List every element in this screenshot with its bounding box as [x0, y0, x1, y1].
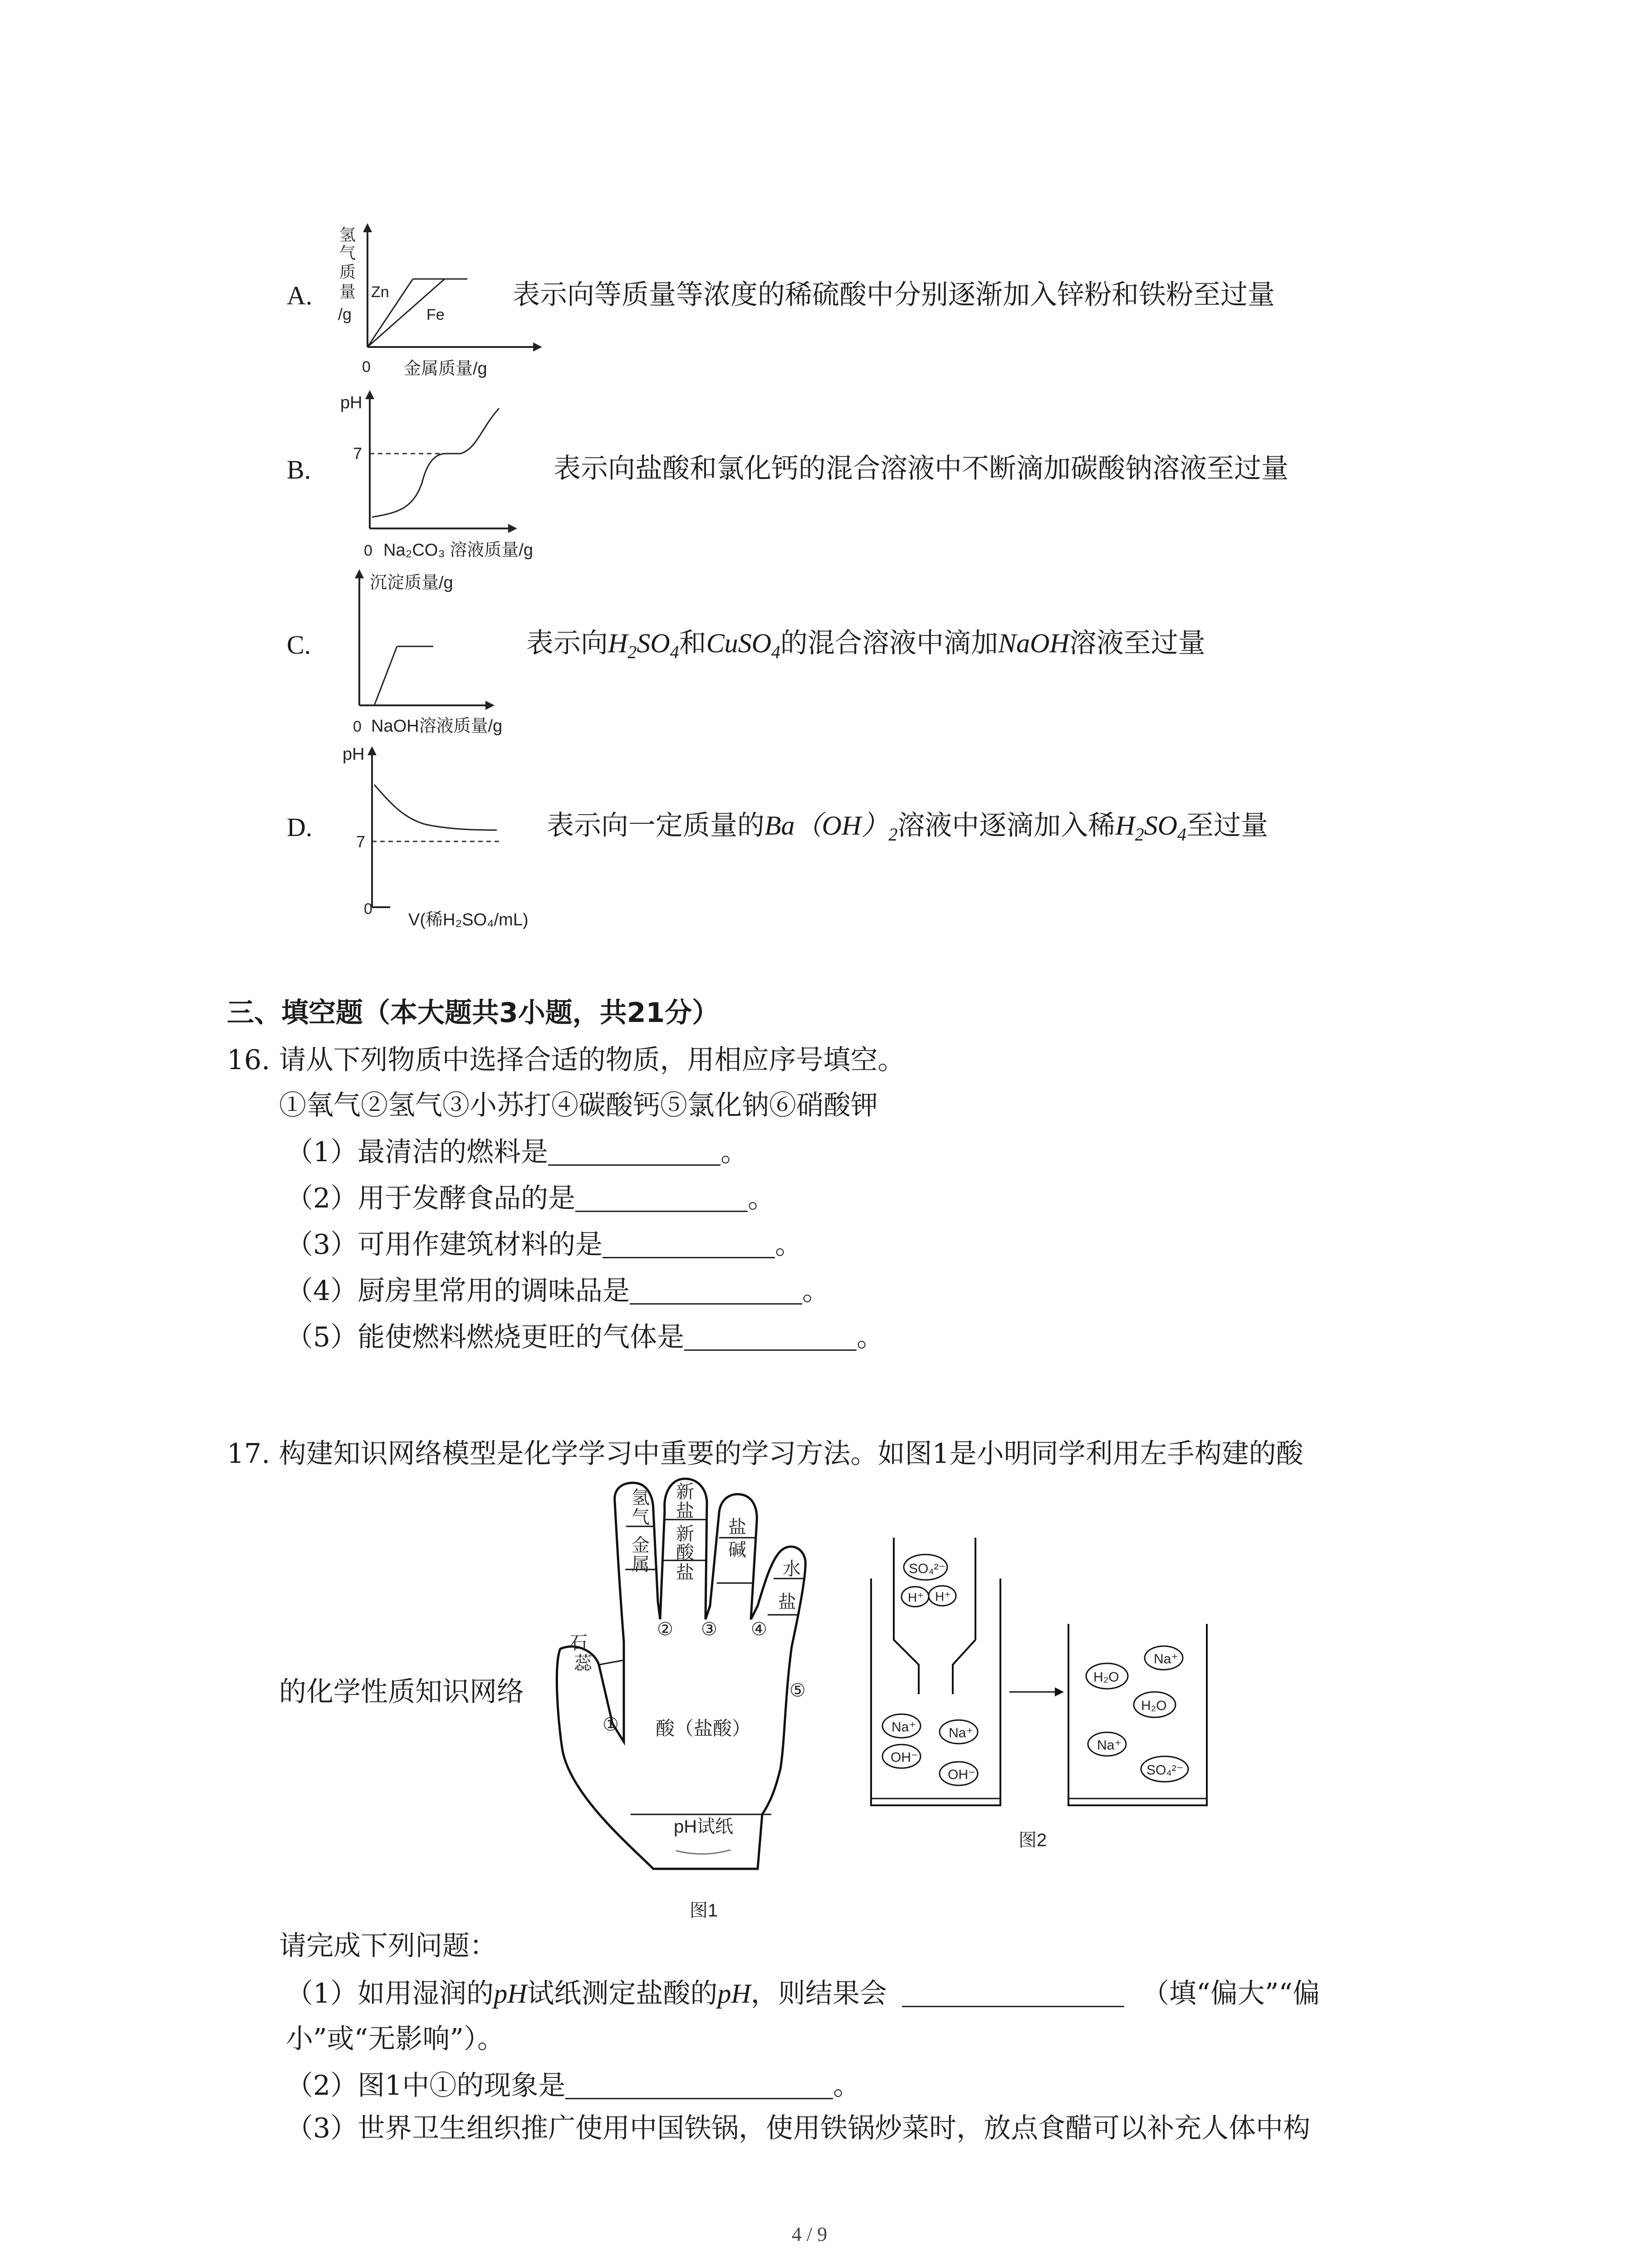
q16-blank-3[interactable]: [603, 1233, 775, 1258]
hand-thumb-a: 石: [569, 1633, 588, 1653]
graph-d-ylabel: pH: [343, 745, 365, 764]
ion-top-h1: [901, 1587, 929, 1607]
graph-d-tick: 7: [356, 832, 366, 851]
option-d-text: 表示向一定质量的$Ba(OH)_2$溶液中逐滴加入稀$H_2SO_4$至过量: [547, 810, 1268, 845]
option-d-label: D.: [287, 812, 313, 842]
hand-thumb-b: 蕊: [574, 1653, 592, 1673]
q17-q2: （2）图1中①的现象是 。: [286, 2070, 861, 2102]
svg-text:H⁺: H⁺: [935, 1589, 951, 1603]
svg-text:H₂O: H₂O: [1093, 1670, 1119, 1685]
hand-f3a: 盐: [728, 1517, 746, 1537]
q16-stem: 16. 请从下列物质中选择合适的物质，用相应序号填空。: [227, 1044, 905, 1076]
hand-palm: 酸（盐酸）: [656, 1718, 751, 1739]
ion-left-na2: [940, 1720, 978, 1744]
hand-f1d: 属: [632, 1554, 650, 1574]
graph-b-xlabel: Na₂CO₃ 溶液质量/g: [383, 541, 534, 560]
graph-d: [336, 739, 572, 939]
option-a-label: A.: [287, 281, 313, 310]
hand-f1a: 氢: [632, 1488, 650, 1508]
graph-a-ylabel-4: /g: [338, 305, 352, 323]
hand-f1b: 气: [632, 1507, 650, 1527]
svg-text:SO₄²⁻: SO₄²⁻: [909, 1561, 946, 1576]
q16-blank-2[interactable]: [575, 1187, 748, 1212]
ion-left-na1: [882, 1714, 921, 1738]
q16-blank-4[interactable]: [630, 1280, 802, 1305]
figure-1-hand: [544, 1470, 862, 1946]
svg-text:SO₄²⁻: SO₄²⁻: [1146, 1763, 1184, 1778]
q16-item-5: （5）能使燃料燃烧更旺的气体是 。: [286, 1321, 884, 1353]
graph-b: [336, 386, 572, 567]
option-c-text: 表示向$H_2SO_4$和CuSO$_4$的混合溶液中滴加NaOH溶液至过量: [526, 627, 1205, 662]
graph-a-xlabel: 金属质量/g: [404, 359, 487, 378]
ion-right-na2: [1088, 1732, 1126, 1756]
hand-n3: ③: [701, 1619, 717, 1639]
q16-item-3: （3）可用作建筑材料的是 。: [286, 1229, 803, 1261]
hand-n5: ⑤: [789, 1681, 806, 1701]
graph-a-zn: Zn: [371, 284, 389, 301]
q17-blank-2[interactable]: [565, 2074, 833, 2099]
graph-b-tick: 7: [353, 444, 362, 463]
graph-c-origin: 0: [353, 718, 362, 735]
q17-blank-1[interactable]: [902, 1982, 1124, 2007]
hand-f2d: 酸: [676, 1543, 694, 1563]
hand-n2: ②: [657, 1619, 673, 1639]
option-b-text: 表示向盐酸和氯化钙的混合溶液中不断滴加碳酸钠溶液至过量: [554, 453, 1288, 484]
hand-f4a: 水: [783, 1559, 801, 1579]
page-number: 4 / 9: [792, 2223, 828, 2245]
graph-c-ylabel: 沉淀质量/g: [370, 573, 453, 592]
svg-text:Na⁺: Na⁺: [1154, 1652, 1179, 1667]
svg-text:OH⁻: OH⁻: [948, 1767, 975, 1782]
graph-a-ylabel-1: 气: [339, 244, 356, 262]
section-title: 三、填空题（本大题共3小题，共21分）: [227, 997, 720, 1029]
hand-f2b: 盐: [676, 1501, 694, 1521]
hand-wrist: pH试纸: [674, 1817, 734, 1837]
ion-left-oh1: [882, 1745, 921, 1768]
graph-d-xlabel: V(稀H₂SO₄/mL): [408, 910, 529, 929]
graph-a-ylabel-2: 质: [339, 263, 356, 281]
graph-a-origin: 0: [362, 358, 371, 376]
q17-q3: （3）世界卫生组织推广使用中国铁锅，使用铁锅炒菜时，放点食醋可以补充人体中构: [286, 2112, 1311, 2144]
q16-item-1: （1）最清洁的燃料是 。: [286, 1136, 748, 1168]
hand-f2c: 新: [676, 1524, 694, 1544]
graph-a-fe: Fe: [426, 306, 445, 323]
q17-stem-2: 的化学性质知识网络: [279, 1676, 524, 1708]
ion-right-na1: [1145, 1646, 1183, 1670]
figure-2-caption: 图2: [1019, 1830, 1047, 1850]
hand-f2e: 盐: [676, 1563, 694, 1583]
q17-stem: 17. 构建知识网络模型是化学学习中重要的学习方法。如图1是小明同学利用左手构建的酸: [227, 1438, 1303, 1470]
q16-blank-5[interactable]: [684, 1326, 857, 1351]
q16-choices: ①氧气②氢气③小苏打④碳酸钙⑤氯化钠⑥硝酸钾: [279, 1090, 878, 1121]
hand-n4: ④: [751, 1619, 767, 1639]
q17-q1-hint-2: 小”或“无影响”）。: [286, 2023, 505, 2055]
option-a-text: 表示向等质量等浓度的稀硫酸中分别逐渐加入锌粉和铁粉至过量: [513, 279, 1275, 311]
ion-right-h2o1: [1086, 1663, 1128, 1689]
svg-text:OH⁻: OH⁻: [891, 1750, 918, 1765]
hand-f1c: 金: [632, 1535, 650, 1555]
q16-item-2: （2）用于发酵食品的是 。: [286, 1183, 775, 1214]
ion-top-h2: [929, 1586, 956, 1606]
option-c-label: C.: [287, 630, 311, 660]
hand-f4b: 盐: [778, 1592, 796, 1612]
q16-blank-1[interactable]: [548, 1141, 720, 1166]
graph-c-xlabel: NaOH溶液质量/g: [371, 717, 503, 736]
graph-b-ylabel: pH: [340, 393, 362, 412]
hand-f2a: 新: [676, 1482, 694, 1502]
hand-f3b: 碱: [728, 1540, 746, 1560]
graph-c: [336, 565, 554, 742]
q16-item-4: （4）厨房里常用的调味品是 。: [286, 1275, 830, 1307]
graph-b-origin: 0: [364, 542, 372, 559]
graph-a-ylabel-3: 量: [339, 282, 356, 301]
figure-1-caption: 图1: [690, 1901, 718, 1921]
svg-text:Na⁺: Na⁺: [892, 1720, 916, 1735]
ion-right-so4: [1141, 1756, 1188, 1782]
svg-text:Na⁺: Na⁺: [949, 1725, 974, 1740]
option-b-label: B.: [287, 455, 311, 484]
q17-prompt: 请完成下列问题：: [279, 1930, 497, 1962]
q17-q1: （1）如用湿润的pH试纸测定盐酸的pH，则结果会 （填“偏大”“偏: [286, 1978, 1320, 2009]
figure-2-beakers: [864, 1533, 1250, 1860]
svg-text:H⁺: H⁺: [908, 1590, 924, 1604]
ion-top-so4: [904, 1554, 947, 1580]
hand-n1: ①: [603, 1715, 619, 1735]
ion-right-h2o2: [1134, 1692, 1176, 1717]
svg-text:Na⁺: Na⁺: [1097, 1738, 1122, 1753]
svg-text:H₂O: H₂O: [1141, 1698, 1167, 1713]
graph-d-origin: 0: [364, 900, 372, 918]
ion-left-oh2: [940, 1762, 978, 1785]
graph-a-ylabel-0: 氢: [339, 225, 356, 244]
